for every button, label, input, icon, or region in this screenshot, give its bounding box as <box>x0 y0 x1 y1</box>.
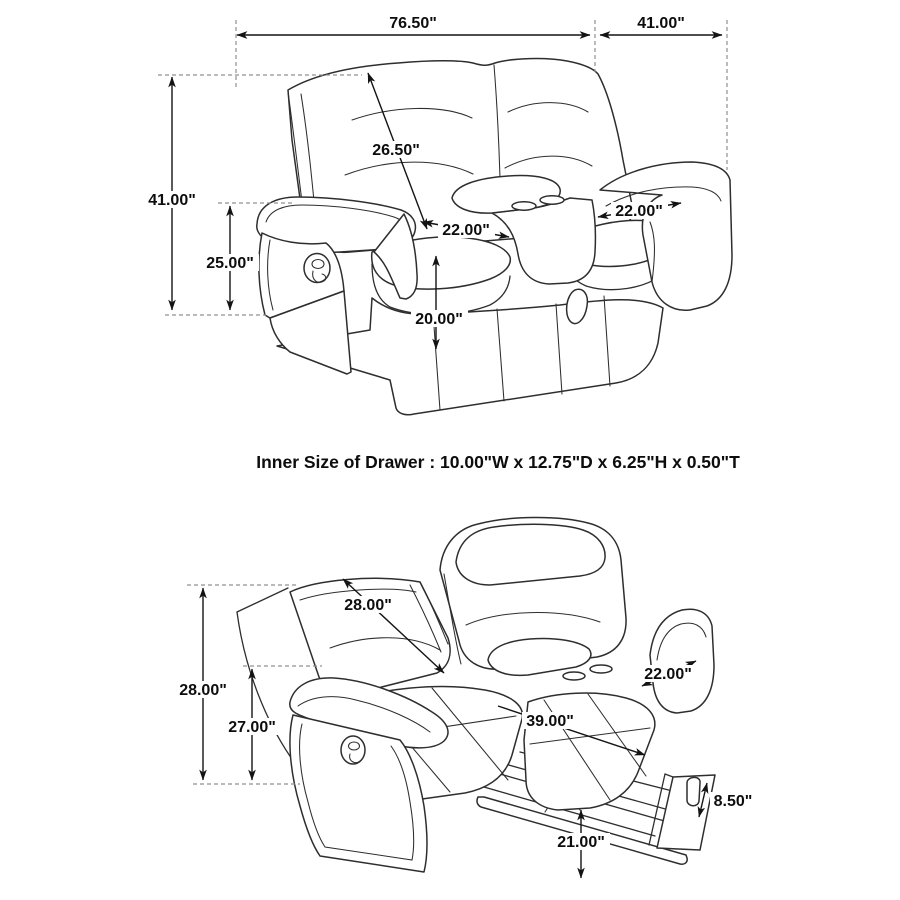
depth-label: 41.00" <box>637 15 685 32</box>
cup-holder-left <box>512 202 536 210</box>
reclined-length-label: 39.00" <box>526 713 574 730</box>
cup-holder-right <box>540 196 564 204</box>
reclined-console-lid <box>488 638 591 675</box>
reclined-cup-holder-right <box>590 665 612 673</box>
seat-back-height-label: 26.50" <box>372 142 420 159</box>
seat-depth-label: 20.00" <box>415 311 463 328</box>
arm-height-label: 25.00" <box>206 255 254 272</box>
overall-width-label: 76.50" <box>389 15 437 32</box>
drawer-size-note: Inner Size of Drawer : 10.00"W x 12.75"D x 6.25"H x 0.50"T <box>256 452 740 472</box>
footrest-handle-notch <box>687 777 700 805</box>
overall-height-label: 41.00" <box>148 192 196 209</box>
right-seat-width-label: 22.00" <box>615 203 663 220</box>
reclined-back-length-label: 28.00" <box>344 597 392 614</box>
reclined-cup-holder-left <box>563 672 585 680</box>
left-seat-width-label: 22.00" <box>442 222 490 239</box>
reclined-right-arm <box>650 609 714 713</box>
footrest-clearance-label: 21.00" <box>557 834 605 851</box>
reclined-arm-height-label: 27.00" <box>228 719 276 736</box>
footrest-panel-height-label: 8.50" <box>713 793 753 810</box>
reclined-overall-height-label: 28.00" <box>179 682 227 699</box>
reclined-seat-width-label: 22.00" <box>644 666 692 683</box>
reclined-loveseat-drawing <box>237 517 715 872</box>
